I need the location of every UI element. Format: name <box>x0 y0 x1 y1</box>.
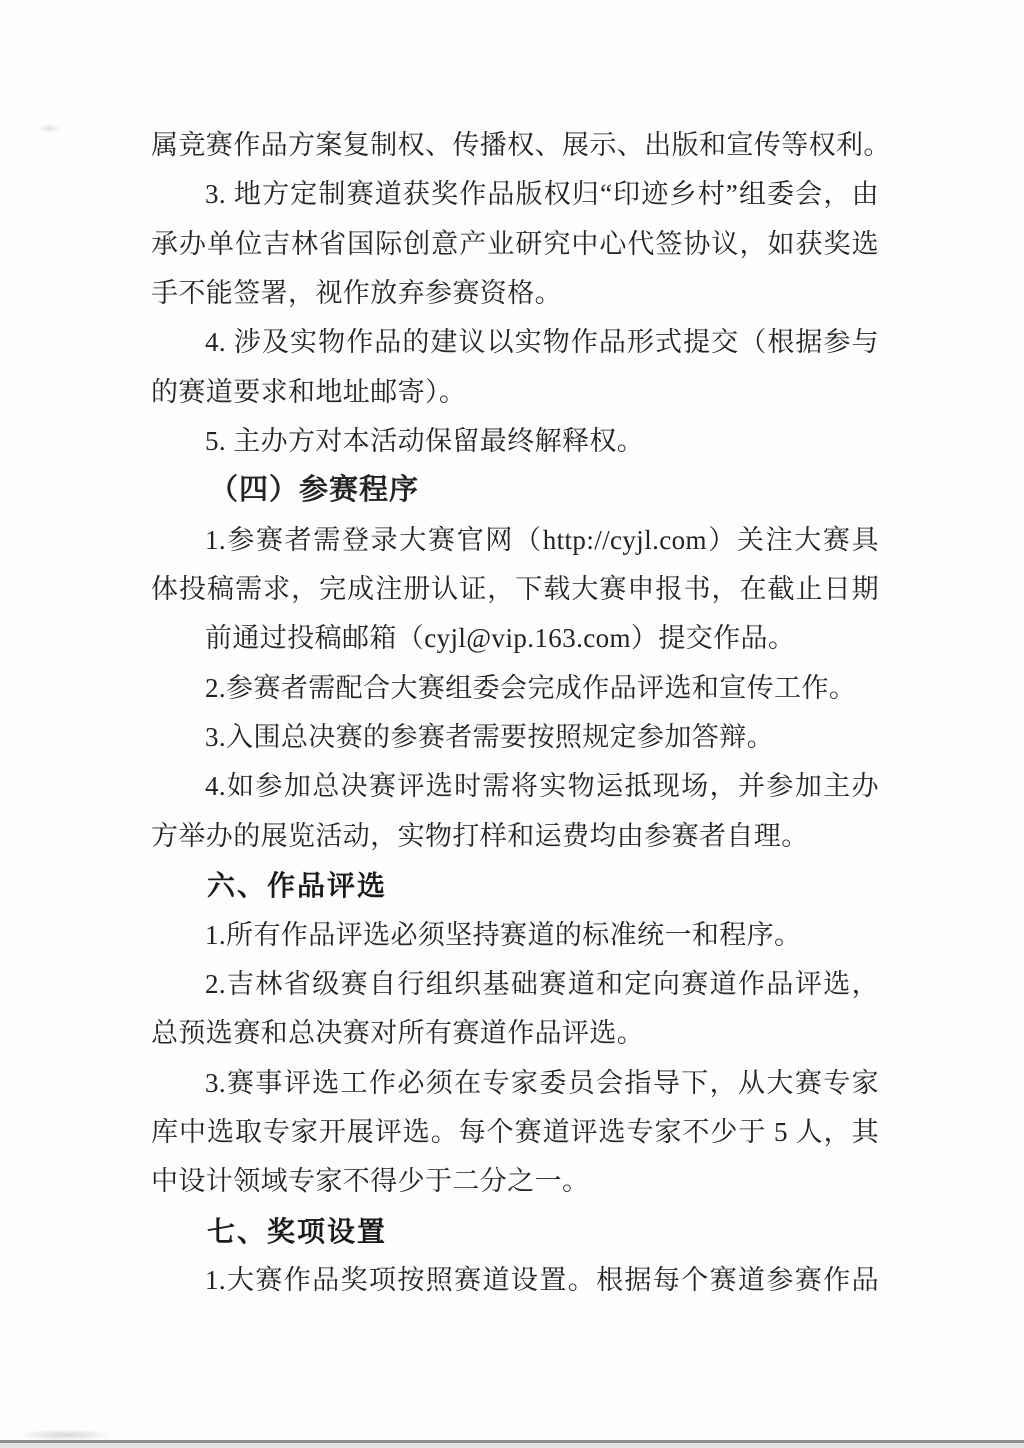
text-line: 1.大赛作品奖项按照赛道设置。根据每个赛道参赛作品 <box>205 1264 879 1295</box>
text-line: 3.赛事评选工作必须在专家委员会指导下，从大赛专家 <box>205 1067 879 1098</box>
text-line: 总预选赛和总决赛对所有赛道作品评选。 <box>151 1018 645 1049</box>
heading-entry-procedure: （四）参赛程序 <box>209 474 420 507</box>
text-line: 的赛道要求和地址邮寄）。 <box>151 376 467 407</box>
text-line: 手不能签署，视作放弃参赛资格。 <box>151 278 562 309</box>
text-line: 库中选取专家开展评选。每个赛道评选专家不少于 5 人，其 <box>151 1116 879 1147</box>
text-line: 属竞赛作品方案复制权、传播权、展示、出版和宣传等权利。 <box>151 130 891 160</box>
text-line: 4.如参加总决赛评选时需将实物运抵现场，并参加主办 <box>205 771 879 802</box>
scan-noise-smudge <box>36 124 62 133</box>
scan-edge-shadow <box>0 1443 1024 1448</box>
text-line: 3. 地方定制赛道获奖作品版权归“印迹乡村”组委会，由 <box>205 179 879 210</box>
text-line: 2.参赛者需配合大赛组委会完成作品评选和宣传工作。 <box>205 672 857 703</box>
document-text-block <box>151 121 891 1305</box>
text-line: 2.吉林省级赛自行组织基础赛道和定向赛道作品评选， <box>205 968 879 999</box>
text-line: 1.参赛者需登录大赛官网（http://cyjl.com）关注大赛具 <box>205 524 879 555</box>
text-line: 4. 涉及实物作品的建议以实物作品形式提交（根据参与 <box>205 327 879 358</box>
text-line: 中设计领域专家不得少于二分之一。 <box>151 1166 590 1197</box>
text-line: 方举办的展览活动，实物打样和运费均由参赛者自理。 <box>151 820 809 851</box>
text-line: 3.入围总决赛的参赛者需要按照规定参加答辩。 <box>205 722 775 753</box>
heading-section-7-awards: 七、奖项设置 <box>207 1215 388 1247</box>
text-line: 5. 主办方对本活动保留最终解释权。 <box>205 426 645 457</box>
text-line: 1.所有作品评选必须坚持赛道的标准统一和程序。 <box>205 919 802 950</box>
heading-section-6-work-selection: 六、作品评选 <box>207 870 388 902</box>
text-line: 体投稿需求，完成注册认证，下载大赛申报书，在截止日期 <box>151 574 879 605</box>
text-line: 前通过投稿邮箱（cyjl@vip.163.com）提交作品。 <box>205 623 796 654</box>
text-line: 承办单位吉林省国际创意产业研究中心代签协议，如获奖选 <box>151 228 879 259</box>
